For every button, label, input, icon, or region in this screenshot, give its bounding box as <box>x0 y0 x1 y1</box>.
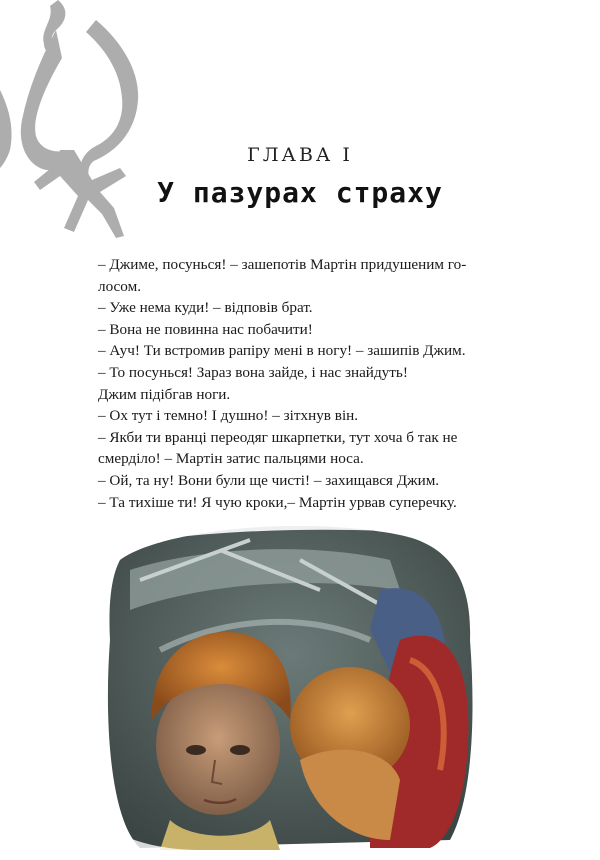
text-line: – Ой, та ну! Вони були ще чисті! – захищався Джим. <box>98 471 440 489</box>
text-line: – То посунься! Зараз вона зайде, і нас знайдуть! <box>98 363 408 381</box>
text-line: – Джиме, посунься! – зашепотів Мартін придушеним го- <box>98 256 467 273</box>
chapter-title: У пазурах страху <box>157 176 443 209</box>
story-text <box>98 254 514 513</box>
text-line: – Уже нема куди! – відповів брат. <box>98 299 313 317</box>
text-line: – Вона не повинна нас побачити! <box>98 320 313 338</box>
text-line: – Ох тут і темно! І душно! – зітхнув він. <box>98 407 359 425</box>
text-line: – Ауч! Ти встромив рапіру мені в ногу! – зашипів Джим. <box>98 342 466 360</box>
text-line: смерділо! – Мартін затис пальцями носа. <box>98 450 364 468</box>
text-line: – Якби ти вранці переодяг шкарпетки, тут хоча б так не <box>98 428 458 446</box>
illustration-boys-in-wardrobe <box>100 520 480 850</box>
text-line: Джим підібгав ноги. <box>98 385 231 403</box>
text-line: – Та тихіше ти! Я чую кроки,– Мартін урвав суперечку. <box>98 493 457 511</box>
chapter-number: ГЛАВА І <box>247 144 353 166</box>
text-line: лосом. <box>98 277 142 295</box>
